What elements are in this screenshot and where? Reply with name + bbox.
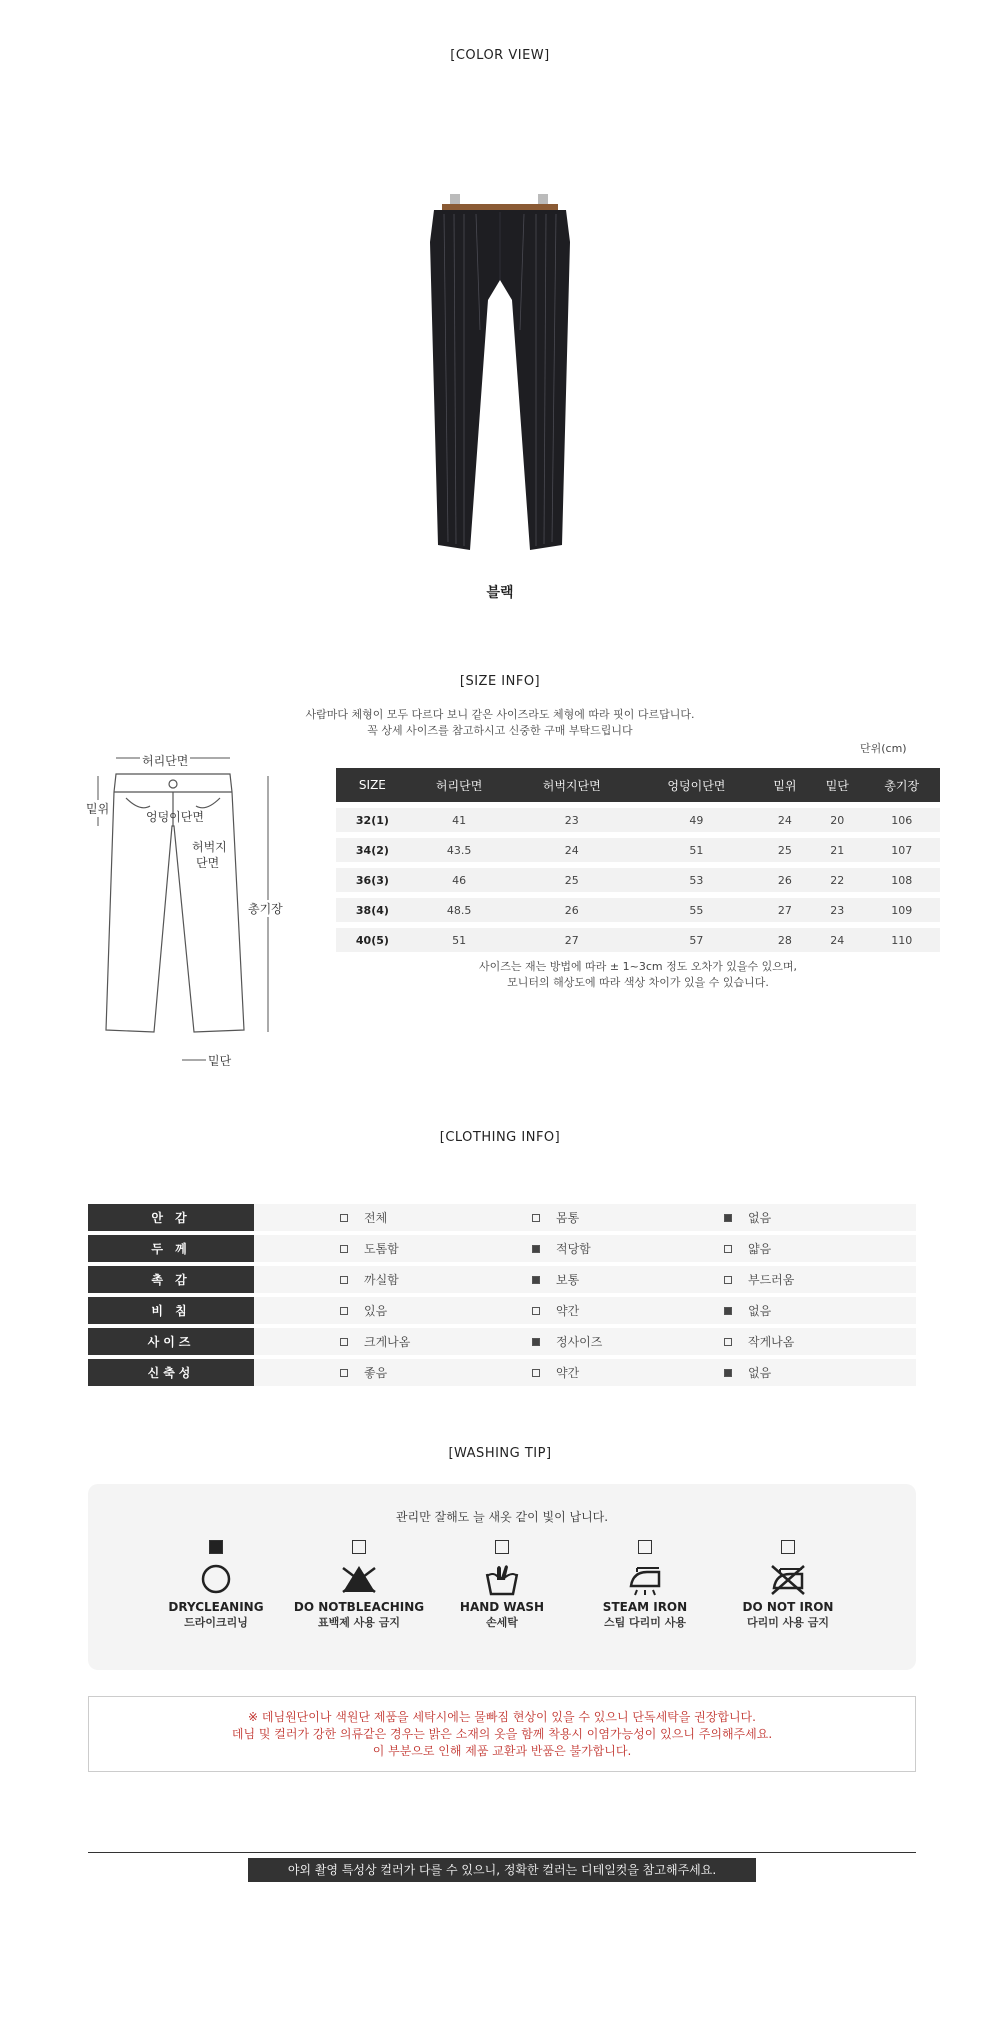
checkbox-icon (724, 1338, 732, 1346)
checkbox-icon (340, 1276, 348, 1284)
option-label: 전체 (364, 1211, 388, 1225)
checkbox-checked-icon (532, 1276, 540, 1284)
option-label: 작게나옴 (748, 1335, 795, 1349)
hem-cell: 21 (811, 838, 863, 862)
wash-label-en: DO NOT IRON (742, 1600, 834, 1614)
rise-cell: 27 (759, 898, 811, 922)
size-cell: 40(5) (336, 928, 409, 952)
size-table-header (336, 768, 940, 802)
checkbox-icon (340, 1214, 348, 1222)
thigh-cell: 26 (509, 898, 634, 922)
diagram-label-length: 총기장 (248, 902, 283, 916)
size-header-cell: 허벅지단면 (509, 768, 634, 802)
black-pants-image (420, 190, 580, 555)
waist-cell: 41 (409, 808, 510, 832)
wash-label-en: DO NOTBLEACHING (293, 1600, 425, 1614)
clothing-row-label: 두 께 (88, 1235, 254, 1262)
checkbox-icon (352, 1540, 366, 1554)
wash-label-en: HAND WASH (459, 1600, 545, 1614)
option-label: 보통 (556, 1273, 580, 1287)
checkbox-checked-icon (532, 1245, 540, 1253)
clothing-row-texture (88, 1266, 916, 1293)
checkbox-icon (724, 1245, 732, 1253)
diagram-label-thigh-line1: 허벅지 (192, 840, 227, 854)
option-label: 있음 (364, 1304, 388, 1318)
washing-tip-title: [WASHING TIP] (448, 1446, 552, 1461)
checkbox-icon (495, 1540, 509, 1554)
waist-cell: 51 (409, 928, 510, 952)
length-cell: 109 (863, 898, 940, 922)
wash-item-steam-iron (570, 1540, 720, 1630)
checkbox-checked-icon (209, 1540, 223, 1554)
length-cell: 107 (863, 838, 940, 862)
option-label: 좋음 (364, 1366, 388, 1380)
washing-tip-panel (88, 1484, 916, 1670)
clothing-info-title: [CLOTHING INFO] (439, 1130, 561, 1145)
size-cell: 38(4) (336, 898, 409, 922)
thigh-cell: 27 (509, 928, 634, 952)
clothing-row-size (88, 1328, 916, 1355)
length-cell: 106 (863, 808, 940, 832)
table-row (336, 838, 940, 862)
checkbox-icon (532, 1307, 540, 1315)
size-header-cell: 엉덩이단면 (634, 768, 759, 802)
warning-line: ※ 데님원단이나 색원단 제품을 세탁시에는 물빠짐 현상이 있을 수 있으니 단독세탁을 권장합니다. (248, 1710, 756, 1724)
hem-cell: 20 (811, 808, 863, 832)
wash-label-ko: 손세탁 (486, 1616, 518, 1629)
option-label: 몸통 (556, 1211, 580, 1225)
color-name-black: 블랙 (486, 585, 514, 601)
checkbox-icon (724, 1276, 732, 1284)
size-unit: 단위(cm) (860, 742, 907, 755)
waist-cell: 43.5 (409, 838, 510, 862)
option-label: 까실함 (364, 1273, 399, 1287)
size-table (336, 762, 940, 958)
size-info-title: [SIZE INFO] (459, 674, 541, 689)
wash-label-ko: 드라이크리닝 (184, 1616, 248, 1629)
option-label: 크게나옴 (364, 1335, 411, 1349)
size-notice-line-2: 꼭 상세 사이즈를 참고하시고 신중한 구매 부탁드립니다 (367, 724, 633, 737)
clothing-row-transparency (88, 1297, 916, 1324)
size-cell: 32(1) (336, 808, 409, 832)
option-label: 약간 (556, 1366, 580, 1380)
size-header-cell: 허리단면 (409, 768, 510, 802)
dryclean-icon (199, 1562, 233, 1596)
checkbox-icon (532, 1369, 540, 1377)
option-label: 없음 (748, 1366, 772, 1380)
checkbox-checked-icon (724, 1214, 732, 1222)
option-label: 정사이즈 (556, 1335, 603, 1349)
option-label: 없음 (748, 1211, 772, 1225)
size-cell: 34(2) (336, 838, 409, 862)
thigh-cell: 24 (509, 838, 634, 862)
rise-cell: 25 (759, 838, 811, 862)
table-row (336, 868, 940, 892)
size-notice-line-1: 사람마다 체형이 모두 다르다 보니 같은 사이즈라도 체형에 따라 핏이 다르답니다. (305, 708, 695, 721)
wash-item-no-bleach (284, 1540, 434, 1630)
clothing-row-lining (88, 1204, 916, 1231)
option-label: 얇음 (748, 1242, 772, 1256)
warning-line: 데님 및 컬러가 강한 의류같은 경우는 밝은 소재의 옷을 함께 착용시 이염가능성이 있으니 주의해주세요. (231, 1727, 773, 1741)
checkbox-icon (340, 1307, 348, 1315)
wash-item-drycleaning (141, 1540, 291, 1630)
clothing-row-label: 안 감 (88, 1204, 254, 1231)
wash-label-en: DRYCLEANING (168, 1600, 264, 1614)
wash-warning-box (88, 1696, 916, 1772)
diagram-label-waist: 허리단면 (142, 754, 189, 768)
rise-cell: 26 (759, 868, 811, 892)
hip-cell: 49 (634, 808, 759, 832)
no-iron-icon (768, 1562, 808, 1596)
option-label: 부드러움 (748, 1273, 795, 1287)
clothing-row-label: 촉 감 (88, 1266, 254, 1293)
diagram-label-hip: 엉덩이단면 (146, 810, 204, 824)
option-label: 약간 (556, 1304, 580, 1318)
hem-cell: 22 (811, 868, 863, 892)
diagram-label-hem: 밑단 (208, 1054, 232, 1068)
checkbox-icon (781, 1540, 795, 1554)
size-header-cell: 총기장 (863, 768, 940, 802)
wash-item-hand-wash (427, 1540, 577, 1630)
no-bleach-icon (339, 1562, 379, 1596)
length-cell: 108 (863, 868, 940, 892)
warning-line: 이 부분으로 인해 제품 교환과 반품은 불가합니다. (372, 1744, 632, 1758)
checkbox-icon (340, 1338, 348, 1346)
thigh-cell: 23 (509, 808, 634, 832)
hip-cell: 55 (634, 898, 759, 922)
wash-label-ko: 다리미 사용 금지 (746, 1616, 830, 1629)
checkbox-icon (638, 1540, 652, 1554)
option-label: 없음 (748, 1304, 772, 1318)
hip-cell: 53 (634, 868, 759, 892)
size-footnote-line-2: 모니터의 해상도에 따라 색상 차이가 있을 수 있습니다. (507, 976, 769, 989)
option-label: 적당함 (556, 1242, 591, 1256)
option-label: 도톰함 (364, 1242, 399, 1256)
size-header-cell: 밑위 (759, 768, 811, 802)
rise-cell: 24 (759, 808, 811, 832)
hand-wash-icon (483, 1562, 521, 1596)
thigh-cell: 25 (509, 868, 634, 892)
washing-tip-subtitle: 관리만 잘해도 늘 새옷 같이 빛이 납니다. (395, 1510, 609, 1524)
clothing-row-label: 사이즈 (88, 1328, 254, 1355)
checkbox-checked-icon (532, 1338, 540, 1346)
footer-color-notice: 야외 촬영 특성상 컬러가 다를 수 있으니, 정확한 컬러는 디테일컷을 참고해주세요. (248, 1858, 756, 1882)
table-row (336, 808, 940, 832)
size-header-cell: SIZE (336, 768, 409, 802)
rise-cell: 28 (759, 928, 811, 952)
diagram-label-thigh-line2: 단면 (196, 856, 220, 870)
checkbox-icon (340, 1245, 348, 1253)
wash-label-ko: 표백제 사용 금지 (317, 1616, 401, 1629)
hem-cell: 24 (811, 928, 863, 952)
table-row (336, 928, 940, 952)
size-cell: 36(3) (336, 868, 409, 892)
hem-cell: 23 (811, 898, 863, 922)
hip-cell: 51 (634, 838, 759, 862)
clothing-row-label: 비 침 (88, 1297, 254, 1324)
clothing-info-table (88, 1204, 916, 1390)
diagram-label-rise: 밑위 (86, 802, 110, 816)
wash-item-no-iron (713, 1540, 863, 1630)
wash-label-ko: 스팀 다리미 사용 (603, 1616, 687, 1629)
color-view-title: [COLOR VIEW] (450, 48, 550, 63)
clothing-row-thickness (88, 1235, 916, 1262)
waist-cell: 48.5 (409, 898, 510, 922)
steam-iron-icon (625, 1562, 665, 1596)
waist-cell: 46 (409, 868, 510, 892)
footer-divider (88, 1852, 916, 1853)
checkbox-icon (340, 1369, 348, 1377)
hip-cell: 57 (634, 928, 759, 952)
size-header-cell: 밑단 (811, 768, 863, 802)
wash-label-en: STEAM IRON (602, 1600, 688, 1614)
clothing-row-stretch (88, 1359, 916, 1386)
checkbox-checked-icon (724, 1307, 732, 1315)
length-cell: 110 (863, 928, 940, 952)
clothing-row-label: 신축성 (88, 1359, 254, 1386)
checkbox-icon (532, 1214, 540, 1222)
checkbox-checked-icon (724, 1369, 732, 1377)
size-footnote-line-1: 사이즈는 재는 방법에 따라 ± 1~3cm 정도 오차가 있을수 있으며, (479, 960, 797, 973)
table-row (336, 898, 940, 922)
